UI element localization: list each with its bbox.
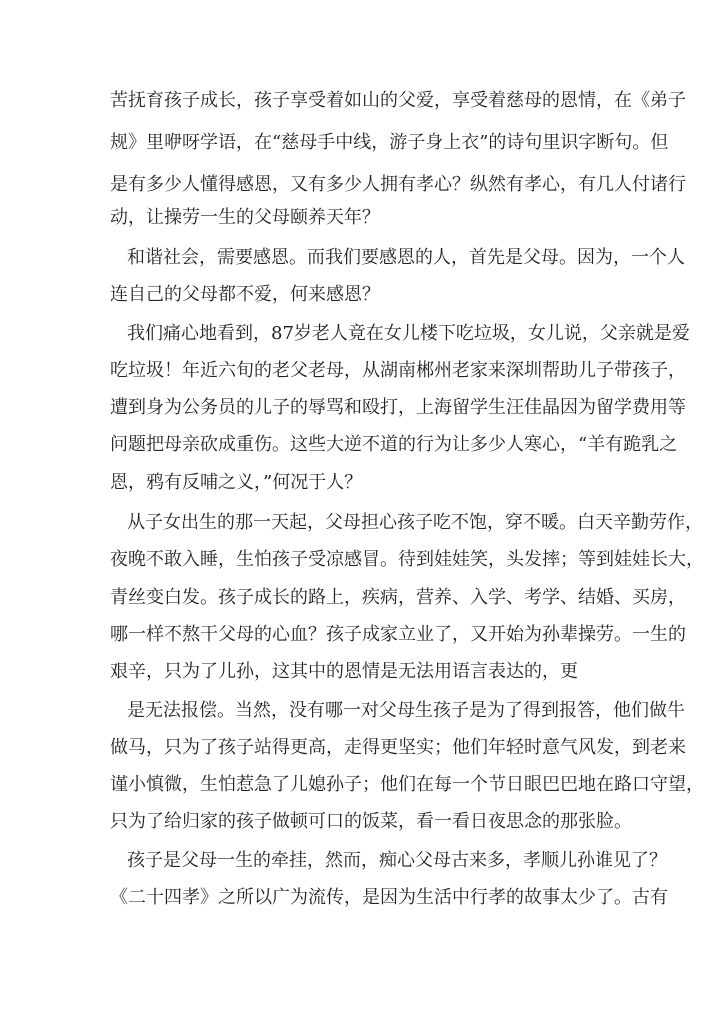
text-line: 《二十四孝》之所以广为流传，是因为生活中行孝的故事太少了。古有: [110, 887, 668, 908]
text-line: 是有多少人懂得感恩，又有多少人拥有孝心？纵然有孝心，有几人付诸行: [110, 174, 686, 195]
text-line: 我们痛心地看到，87岁老人竟在女儿楼下吃垃圾，女儿说，父亲就是爱: [127, 323, 690, 344]
text-line: 吃垃圾！年近六旬的老父老母，从湖南郴州老家来深圳帮助儿子带孩子，: [110, 360, 686, 381]
text-line: 是无法报偿。当然，没有哪一对父母生孩子是为了得到报答，他们做牛: [127, 700, 685, 721]
text-line: 遭到身为公务员的儿子的辱骂和殴打，上海留学生汪佳晶因为留学费用等: [110, 397, 686, 418]
text-line: 青丝变白发。孩子成长的路上，疾病，营养、入学、考学、结婚、买房，: [110, 587, 686, 608]
text-line: 艰辛，只为了儿孙，这其中的恩情是无法用语言表达的，更: [110, 661, 578, 682]
text-line: 动，让操劳一生的父母颐养天年？: [110, 207, 380, 228]
text-line: 做马，只为了孩子站得更高，走得更坚实；他们年轻时意气风发，到老来: [110, 737, 686, 758]
text-line: 孩子是父母一生的牵挂，然而，痴心父母古来多，孝顺儿孙谁见了？: [127, 850, 667, 871]
text-line: 规》里咿呀学语，在“慈母手中线，游子身上衣”的诗句里识字断句。但: [110, 132, 669, 153]
text-line: 问题把母亲砍成重伤。这些大逆不道的行为让多少人寒心，“羊有跪乳之: [110, 434, 678, 455]
text-line: 连自己的父母都不爱，何来感恩？: [110, 284, 380, 305]
text-line: 哪一样不熬干父母的心血？孩子成家立业了，又开始为孙辈操劳。一生的: [110, 624, 686, 645]
text-line: 苦抚育孩子成长，孩子享受着如山的父爱，享受着慈母的恩情，在《弟子: [110, 90, 686, 111]
text-line: 恩，鸦有反哺之义，”何况于人？: [110, 472, 363, 493]
text-line: 和谐社会，需要感恩。而我们要感恩的人，首先是父母。因为，一个人: [127, 247, 685, 268]
text-line: 谨小慎微，生怕惹急了儿媳孙子；他们在每一个节日眼巴巴地在路口守望，: [110, 774, 704, 795]
text-line: 从子女出生的那一天起，父母担心孩子吃不饱，穿不暖。白天辛勤劳作，: [127, 512, 703, 533]
text-line: 只为了给归家的孩子做顿可口的饭菜，看一看日夜思念的那张脸。: [110, 811, 632, 832]
text-line: 夜晚不敢入睡，生怕孩子受凉感冒。待到娃娃笑，头发摔；等到娃娃长大，: [110, 549, 704, 570]
